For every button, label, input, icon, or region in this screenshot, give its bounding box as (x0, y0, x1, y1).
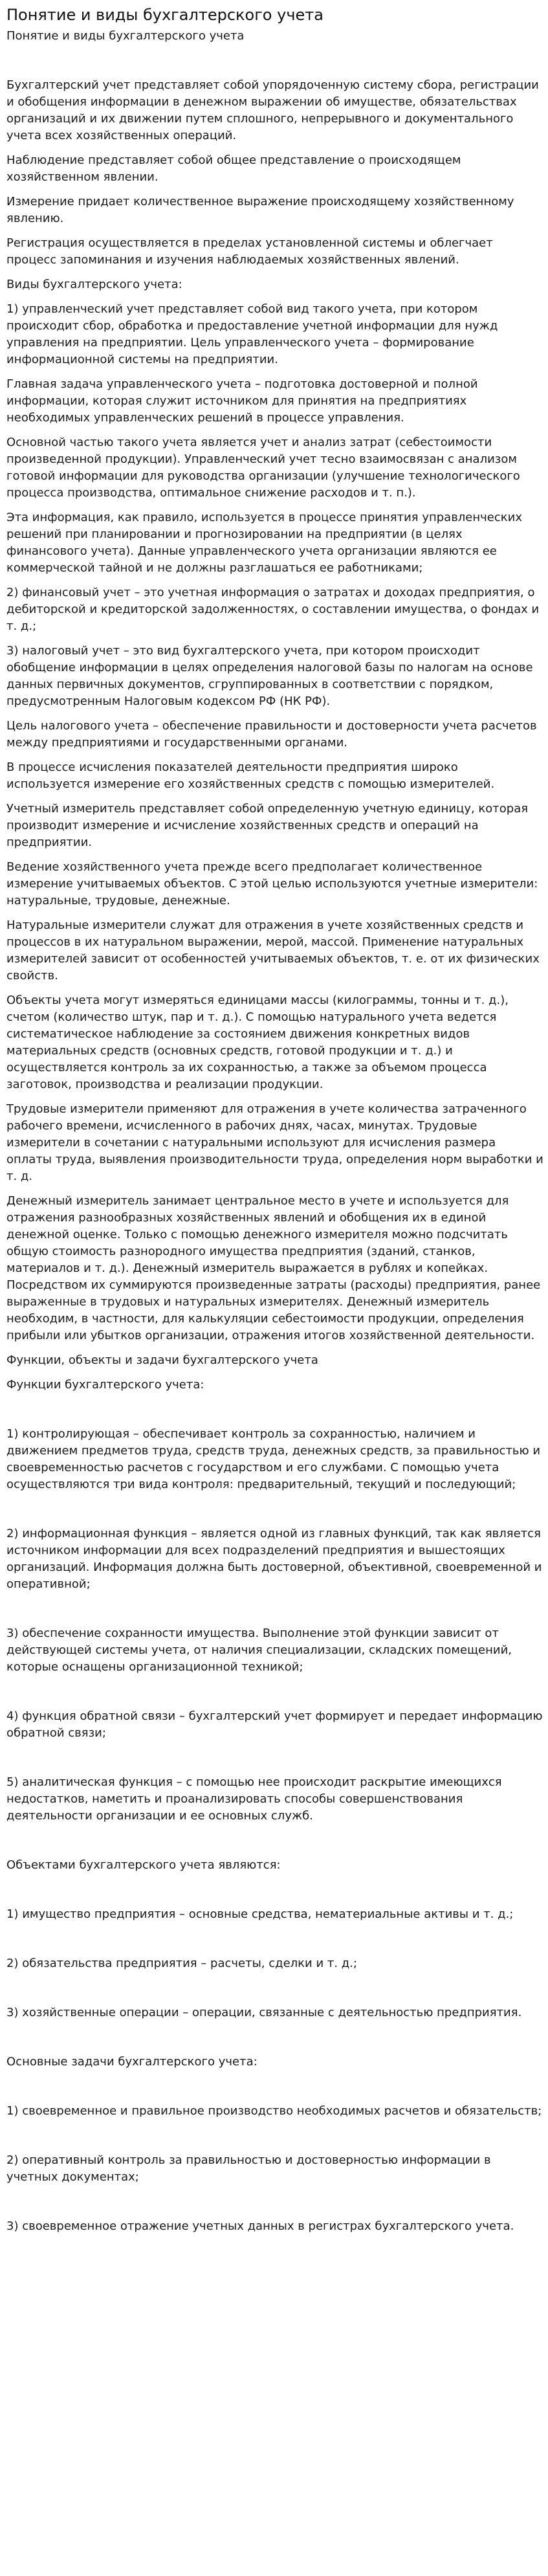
paragraph: Ведение хозяйственного учета прежде всего предполагает количественное измерение учитываемых объектов. С этой целью используются учетные измерители: натуральные, трудовые, денежные. (6, 860, 538, 907)
paragraph: Объектами бухгалтерского учета являются: (6, 1858, 281, 1872)
paragraph: Цель налогового учета – обеспечение правильности и достоверности учета расчетов между предприятиями и государственными органами. (6, 719, 537, 749)
paragraph: Основные задачи бухгалтерского учета: (6, 2055, 258, 2069)
paragraph: 1) управленческий учет представляет собой вид такого учета, при котором происходит сбор, обработка и предоставление учетной информации для нужд управления на предприятии. Цель управленческого учета – формирование информационной системы на предприятии. (6, 302, 498, 366)
paragraph: Измерение придает количественное выражение происходящему хозяйственному явлению. (6, 195, 514, 225)
page-subtitle: Понятие и виды бухгалтерского учета (6, 29, 245, 43)
paragraph: 4) функция обратной связи – бухгалтерский учет формирует и передает информацию обратной связи; (6, 1709, 543, 1740)
paragraph: Бухгалтерский учет представляет собой упорядоченную систему сбора, регистрации и обобщения информации в денежном выражении об имуществе, обязательствах организаций и их движении путем сплошного, непрерывного и документального учета всех хозяйственных операций. (6, 78, 539, 142)
paragraph: Объекты учета могут измеряться единицами массы (килограммы, тонны и т. д.), счетом (количество штук, пар и т. д.). С помощью натурального учета ведется систематическое наблюдение за состоянием движения конкретных видов материальных средств (основных средств, готовой продукции и т. д.) и осуществляется контроль за их сохранностью, а также за объемом процесса заготовок, производства и реализации продукции. (6, 994, 509, 1091)
paragraph: Эта информация, как правило, используется в процессе принятия управленческих решений при планировании и прогнозировании на предприятии (в целях финансового учета). Данные управленческого учета организации являются ее коммерческой тайной и не должны разглашаться ее работниками; (6, 511, 522, 575)
paragraph: Функции бухгалтерского учета: (6, 1378, 204, 1392)
paragraph: Денежный измеритель занимает центральное место в учете и используется для отражения разнообразных хозяйственных явлений и обобщения их в единой денежной оценке. Только с помощью денежного измерителя можно подсчитать общую стоимость разнородного имущества предприятия (зданий, станков, материалов и т. д.). Денежный измеритель выражается в рублях и копейках. Посредством их суммируются произведенные затраты (расходы) предприятия, ранее выраженные в трудовых и натуральных измерителях. Денежный измеритель необходим, в частности, для калькуляции себестоимости продукции, определения прибыли или убытков организации, отражения итогов хозяйственной деятельности. (6, 1194, 541, 1342)
paragraph: 1) имущество предприятия – основные средства, нематериальные активы и т. д.; (6, 1907, 514, 1921)
paragraph: В процессе исчисления показателей деятельности предприятия широко используется измерение его хозяйственных средств с помощью измерителей. (6, 761, 495, 791)
paragraph: Функции, объекты и задачи бухгалтерского учета (6, 1353, 318, 1367)
paragraph: 3) хозяйственные операции – операции, связанные с деятельностью предприятия. (6, 2006, 522, 2019)
paragraph: Учетный измеритель представляет собой определенную учетную единицу, которая производит измерение и исчисление хозяйственных средств и операций на предприятии. (6, 802, 529, 849)
paragraph: 5) аналитическая функция – с помощью нее происходит раскрытие имеющихся недостатков, наметить и проанализировать способы совершенствования деятельности организации и ее основных служб. (6, 1775, 502, 1823)
document-page (0, 5, 543, 2235)
paragraph: 1) контролирующая – обеспечивает контроль за сохранностью, наличием и движением предметов труда, средств труда, денежных средств, за правильностью и своевременностью расчетов с государством и его службами. С помощью учета осуществляются три вида контроля: предварительный, текущий и последующий; (6, 1427, 541, 1491)
paragraph: 2) финансовый учет – это учетная информация о затратах и доходах предприятия, о дебиторской и кредиторской задолженностях, о составлении имущества, о фондах и т. д.; (6, 586, 540, 633)
paragraph: 2) обязательства предприятия – расчеты, сделки и т. д.; (6, 1957, 358, 1970)
paragraph: Виды бухгалтерского учета: (6, 278, 182, 291)
paragraph: 3) налоговый учет – это вид бухгалтерского учета, при котором происходит обобщение информации в целях определения налоговой базы по налогам на основе данных первичных документов, сгруппированных в соответствии с порядком, предусмотренным Налоговым кодексом РФ (НК РФ). (6, 644, 533, 708)
paragraph: Главная задача управленческого учета – подготовка достоверной и полной информации, которая служит источником для принятия на предприятиях необходимых управленческих решений в процессе управления. (6, 377, 478, 425)
paragraph: 2) оперативный контроль за правильностью и достоверностью информации в учетных документах; (6, 2153, 491, 2184)
paragraph: Основной частью такого учета является учет и анализ затрат (себестоимости произведенной продукции). Управленческий учет тесно взаимосвязан с анализом готовой информации для руководства организации (улучшение технологического процесса производства, оптимальное снижение расходов и т. п.). (6, 436, 520, 500)
paragraph: 2) информационная функция – является одной из главных функций, так как является источником информации для всех подразделений предприятия и вышестоящих организаций. Информация должна быть достоверной, объективной, своевременной и оперативной; (6, 1527, 542, 1591)
page-title: Понятие и виды бухгалтерского учета (6, 6, 323, 24)
paragraph: Регистрация осуществляется в пределах установленной системы и облегчает процесс запоминания и изучения наблюдаемых хозяйственных явлений. (6, 236, 493, 267)
document-body (6, 77, 543, 2235)
paragraph: 3) обеспечение сохранности имущества. Выполнение этой функции зависит от действующей системы учета, от наличия специализации, складских помещений, которые оснащены организационной техникой; (6, 1627, 512, 1674)
paragraph: Натуральные измерители служат для отражения в учете хозяйственных средств и процессов в их натуральном выражении, мерой, массой. Применение натуральных измерителей зависит от особенностей учитываемых объектов, т. е. от их физических свойств. (6, 918, 540, 983)
paragraph: Наблюдение представляет собой общее представление о происходящем хозяйственном явлении. (6, 153, 461, 184)
paragraph: 1) своевременное и правильное производство необходимых расчетов и обязательств; (6, 2104, 542, 2118)
paragraph: Трудовые измерители применяют для отражения в учете количества затраченного рабочего времени, исчисленного в рабочих днях, часах, минутах. Трудовые измерители в сочетании с натуральными используют для исчисления размера оплаты труда, выявления производительности труда, определения норм выработки и т. д. (6, 1102, 543, 1183)
paragraph: 3) своевременное отражение учетных данных в регистрах бухгалтерского учета. (6, 2219, 514, 2233)
